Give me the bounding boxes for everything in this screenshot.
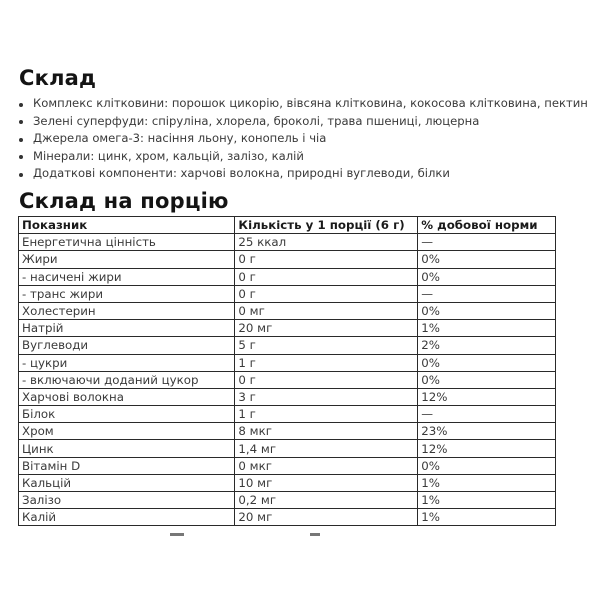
per-serving-heading: Склад на порцію xyxy=(19,189,229,213)
cell-daily-value: — xyxy=(418,406,556,423)
table-row xyxy=(19,509,556,526)
cell-indicator: Хром xyxy=(19,423,235,440)
cell-daily-value: 12% xyxy=(418,388,556,405)
cell-daily-value: — xyxy=(418,234,556,251)
list-item: Джерела омега-3: насіння льону, конопель і чіа xyxy=(33,130,588,148)
nutrition-table xyxy=(18,216,556,526)
cell-amount: 0 г xyxy=(235,251,418,268)
cell-daily-value: 12% xyxy=(418,440,556,457)
cell-amount: 0 г xyxy=(235,371,418,388)
cell-daily-value: — xyxy=(418,285,556,302)
cell-indicator: Кальцій xyxy=(19,474,235,491)
cell-indicator: Енергетична цінність xyxy=(19,234,235,251)
table-row xyxy=(19,285,556,302)
table-row xyxy=(19,354,556,371)
cell-daily-value: 0% xyxy=(418,268,556,285)
cell-amount: 0 г xyxy=(235,285,418,302)
cell-daily-value: 0% xyxy=(418,302,556,319)
table-row xyxy=(19,423,556,440)
table-row xyxy=(19,388,556,405)
cell-amount: 10 мг xyxy=(235,474,418,491)
composition-heading: Склад xyxy=(19,66,97,90)
cell-indicator: Цинк xyxy=(19,440,235,457)
table-row xyxy=(19,371,556,388)
table-row xyxy=(19,492,556,509)
cell-amount: 8 мкг xyxy=(235,423,418,440)
cell-indicator: - включаючи доданий цукор xyxy=(19,371,235,388)
cell-amount: 1 г xyxy=(235,354,418,371)
cell-daily-value: 1% xyxy=(418,320,556,337)
cell-indicator: Жири xyxy=(19,251,235,268)
cell-amount: 25 ккал xyxy=(235,234,418,251)
table-row xyxy=(19,440,556,457)
ingredients-list xyxy=(0,95,588,183)
cell-daily-value: 0% xyxy=(418,371,556,388)
cell-amount: 1 г xyxy=(235,406,418,423)
cell-daily-value: 1% xyxy=(418,492,556,509)
cell-indicator: Натрій xyxy=(19,320,235,337)
cell-daily-value: 0% xyxy=(418,251,556,268)
cell-indicator: Вуглеводи xyxy=(19,337,235,354)
cell-amount: 5 г xyxy=(235,337,418,354)
cell-amount: 20 мг xyxy=(235,509,418,526)
cell-daily-value: 1% xyxy=(418,509,556,526)
list-item: Комплекс клітковини: порошок цикорію, вівсяна клітковина, кокосова клітковина, пектин xyxy=(33,95,588,113)
cell-indicator: - цукри xyxy=(19,354,235,371)
table-row xyxy=(19,320,556,337)
list-item: Додаткові компоненти: харчові волокна, природні вуглеводи, білки xyxy=(33,165,588,183)
table-row xyxy=(19,251,556,268)
table-row xyxy=(19,234,556,251)
header-indicator: Показник xyxy=(19,217,235,234)
table-header-row xyxy=(19,217,556,234)
cell-indicator: Калій xyxy=(19,509,235,526)
cell-daily-value: 1% xyxy=(418,474,556,491)
cell-indicator: Вітамін D xyxy=(19,457,235,474)
table-row xyxy=(19,302,556,319)
cell-daily-value: 23% xyxy=(418,423,556,440)
cell-amount: 3 г xyxy=(235,388,418,405)
table-row xyxy=(19,457,556,474)
cell-indicator: - насичені жири xyxy=(19,268,235,285)
table-row xyxy=(19,474,556,491)
table-row xyxy=(19,406,556,423)
table-row xyxy=(19,337,556,354)
list-item: Мінерали: цинк, хром, кальцій, залізо, калій xyxy=(33,148,588,166)
cell-indicator: - транс жири xyxy=(19,285,235,302)
cell-amount: 1,4 мг xyxy=(235,440,418,457)
list-item: Зелені суперфуди: спіруліна, хлорела, броколі, трава пшениці, люцерна xyxy=(33,113,588,131)
cell-indicator: Харчові волокна xyxy=(19,388,235,405)
cell-daily-value: 0% xyxy=(418,354,556,371)
header-amount: Кількість у 1 порції (6 г) xyxy=(235,217,418,234)
cell-amount: 20 мг xyxy=(235,320,418,337)
cutoff-next-heading xyxy=(160,533,360,539)
cell-daily-value: 0% xyxy=(418,457,556,474)
cell-indicator: Залізо xyxy=(19,492,235,509)
cell-amount: 0 мг xyxy=(235,302,418,319)
cell-amount: 0,2 мг xyxy=(235,492,418,509)
cell-indicator: Білок xyxy=(19,406,235,423)
cell-daily-value: 2% xyxy=(418,337,556,354)
cell-amount: 0 мкг xyxy=(235,457,418,474)
cell-amount: 0 г xyxy=(235,268,418,285)
header-daily-value: % добової норми xyxy=(418,217,556,234)
cell-indicator: Холестерин xyxy=(19,302,235,319)
table-row xyxy=(19,268,556,285)
